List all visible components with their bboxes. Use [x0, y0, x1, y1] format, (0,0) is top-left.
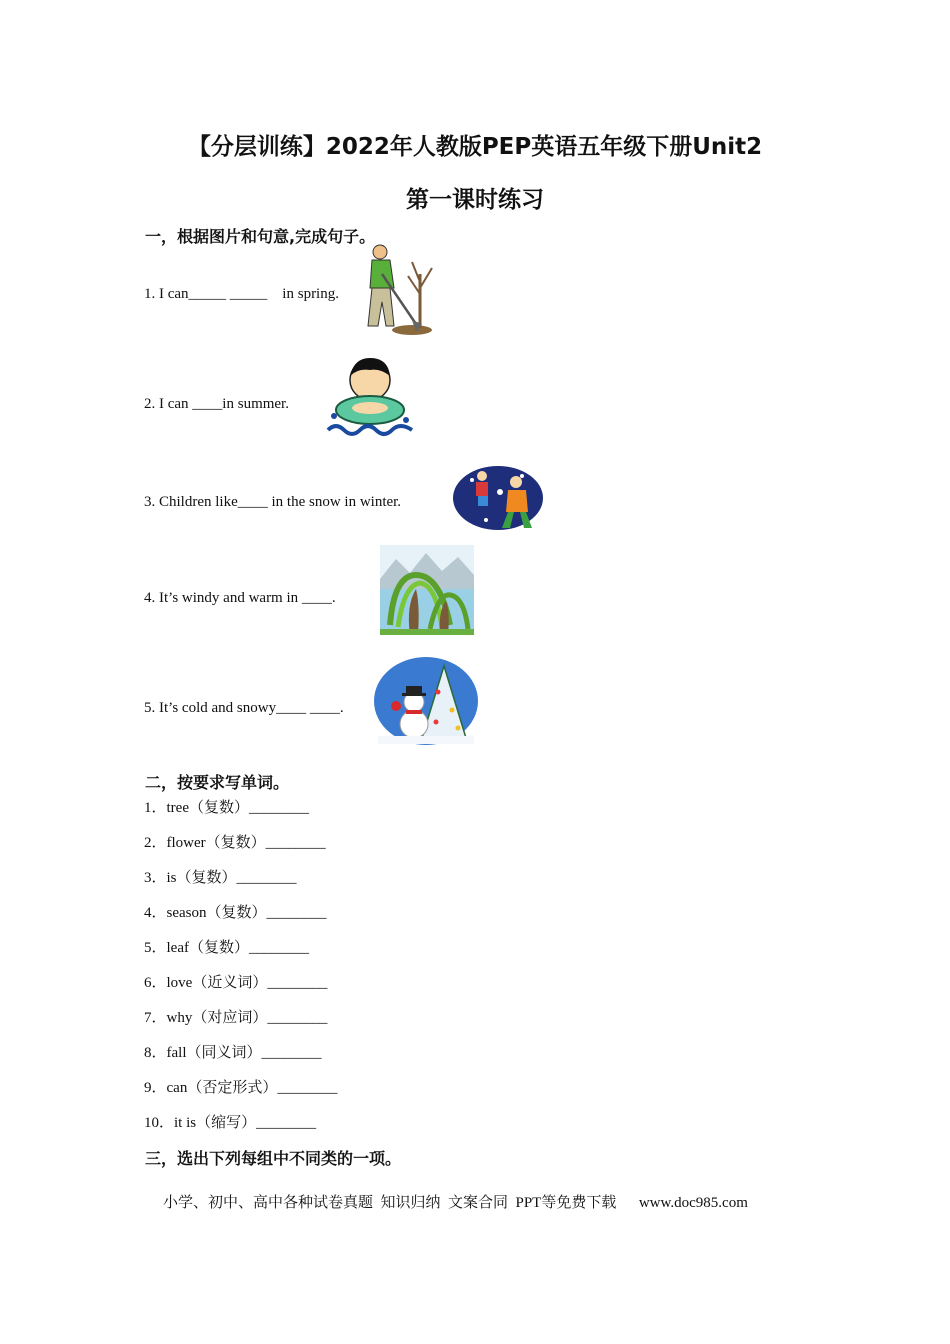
s2-item-1: 1．tree（复数）________ [144, 800, 309, 816]
s2-item-3: 3．is（复数）________ [144, 870, 297, 886]
s2-item-7: 7．why（对应词）________ [144, 1010, 328, 1026]
document-title: 【分层训练】2022年人教版PEP英语五年级下册Unit2 [187, 134, 763, 160]
s2-item-4: 4．season（复数）________ [144, 905, 327, 921]
spring-willow-icon [380, 545, 474, 640]
s1-question-3: 3. Children like____ in the snow in winter. [144, 494, 402, 510]
s2-item-10: 10．it is（缩写）________ [144, 1115, 317, 1131]
s1-question-5: 5. It’s cold and snowy____ ____. [144, 700, 344, 716]
section-3-heading: 三，选出下列每组中不同类的一项。 [145, 1149, 402, 1168]
swimming-boy-icon [324, 352, 416, 445]
section-2-heading: 二，按要求写单词。 [145, 773, 290, 792]
s2-item-8: 8．fall（同义词）________ [144, 1045, 322, 1061]
s2-item-9: 9．can（否定形式）________ [144, 1080, 338, 1096]
snowball-fight-icon [452, 462, 544, 539]
document-subtitle: 第一课时练习 [406, 187, 544, 213]
planting-tree-icon [360, 244, 436, 345]
s1-question-4: 4. It’s windy and warm in ____. [144, 590, 336, 606]
s1-question-2: 2. I can ____in summer. [144, 396, 289, 412]
s2-item-5: 5．leaf（复数）________ [144, 940, 309, 956]
s2-item-6: 6．love（近义词）________ [144, 975, 328, 991]
page-footer: 小学、初中、高中各种试卷真题 知识归纳 文案合同 PPT等免费下载 www.doc985.com [163, 1195, 748, 1211]
section-1-heading: 一，根据图片和句意,完成句子。 [145, 227, 376, 246]
snowman-winter-icon [374, 656, 478, 751]
s1-question-1: 1. I can_____ _____ in spring. [144, 286, 339, 302]
s2-item-2: 2．flower（复数）________ [144, 835, 326, 851]
